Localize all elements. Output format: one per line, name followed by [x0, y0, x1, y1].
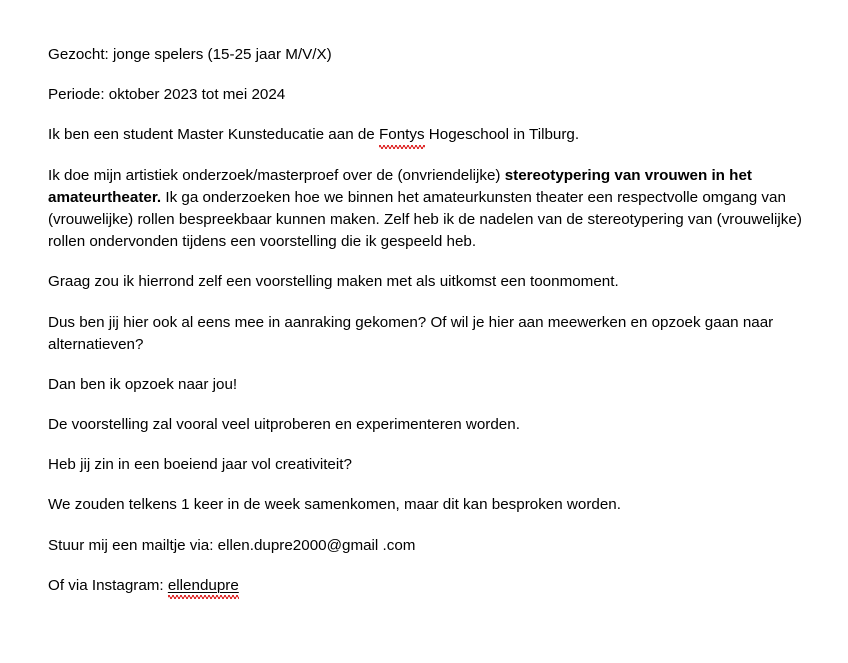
- paragraph-text: De voorstelling zal vooral veel uitproberen en experimenteren worden.: [48, 416, 520, 434]
- paragraph-participation-question: [48, 312, 808, 356]
- paragraph-instagram-contact: [48, 575, 808, 597]
- paragraph-text-lead: Ik ben een student Master Kunsteducatie aan de: [48, 126, 379, 144]
- paragraph-performance-goal: [48, 271, 808, 293]
- paragraph-creativity-question: [48, 454, 808, 476]
- paragraph-text-lead: Ik doe mijn artistiek onderzoek/masterproef over de (onvriendelijke): [48, 166, 505, 184]
- paragraph-text: We zouden telkens 1 keer in de week samenkomen, maar dit kan besproken worden.: [48, 496, 621, 514]
- paragraph-text: Graag zou ik hierrond zelf een voorstelling maken met als uitkomst een toonmoment.: [48, 273, 619, 291]
- document-body: [48, 44, 808, 597]
- paragraph-casting-call: [48, 44, 808, 66]
- paragraph-email-contact: [48, 535, 808, 557]
- paragraph-text: Gezocht: jonge spelers (15-25 jaar M/V/X): [48, 46, 332, 63]
- paragraph-period: [48, 84, 808, 106]
- misspelled-word-fontys: Fontys: [379, 124, 425, 146]
- paragraph-call-to-action: [48, 374, 808, 396]
- emphasized-research-subject: stereotypering van vrouwen in het amateurtheater.: [48, 166, 752, 206]
- paragraph-text: Periode: oktober 2023 tot mei 2024: [48, 86, 286, 104]
- paragraph-introduction: [48, 124, 808, 146]
- paragraph-experimentation: [48, 414, 808, 436]
- paragraph-text-lead: Of via Instagram:: [48, 576, 168, 594]
- paragraph-text: Dus ben jij hier ook al eens mee in aanraking gekomen? Of wil je hier aan meewerken en opzoek gaan naar alternatieven?: [48, 313, 774, 353]
- paragraph-meeting-frequency: [48, 494, 808, 516]
- instagram-handle: ellendupre: [168, 575, 239, 597]
- paragraph-text-tail: Ik ga onderzoeken hoe we binnen het amateurkunsten theater een respectvolle omgang van (vrouwelijke) rollen bespreekbaar kunnen maken. Zelf heb ik de nadelen van de stereotypering van (vrouwelijke) rollen ondervonden tijdens een voorstelling die ik gespeeld heb.: [48, 188, 802, 251]
- paragraph-text-tail: Hogeschool in Tilburg.: [424, 126, 580, 144]
- paragraph-text: Heb jij zin in een boeiend jaar vol creativiteit?: [48, 456, 352, 474]
- paragraph-research-topic: [48, 165, 808, 254]
- paragraph-text: Stuur mij een mailtje via: ellen.dupre2000@gmail .com: [48, 536, 416, 554]
- paragraph-text: Dan ben ik opzoek naar jou!: [48, 375, 238, 393]
